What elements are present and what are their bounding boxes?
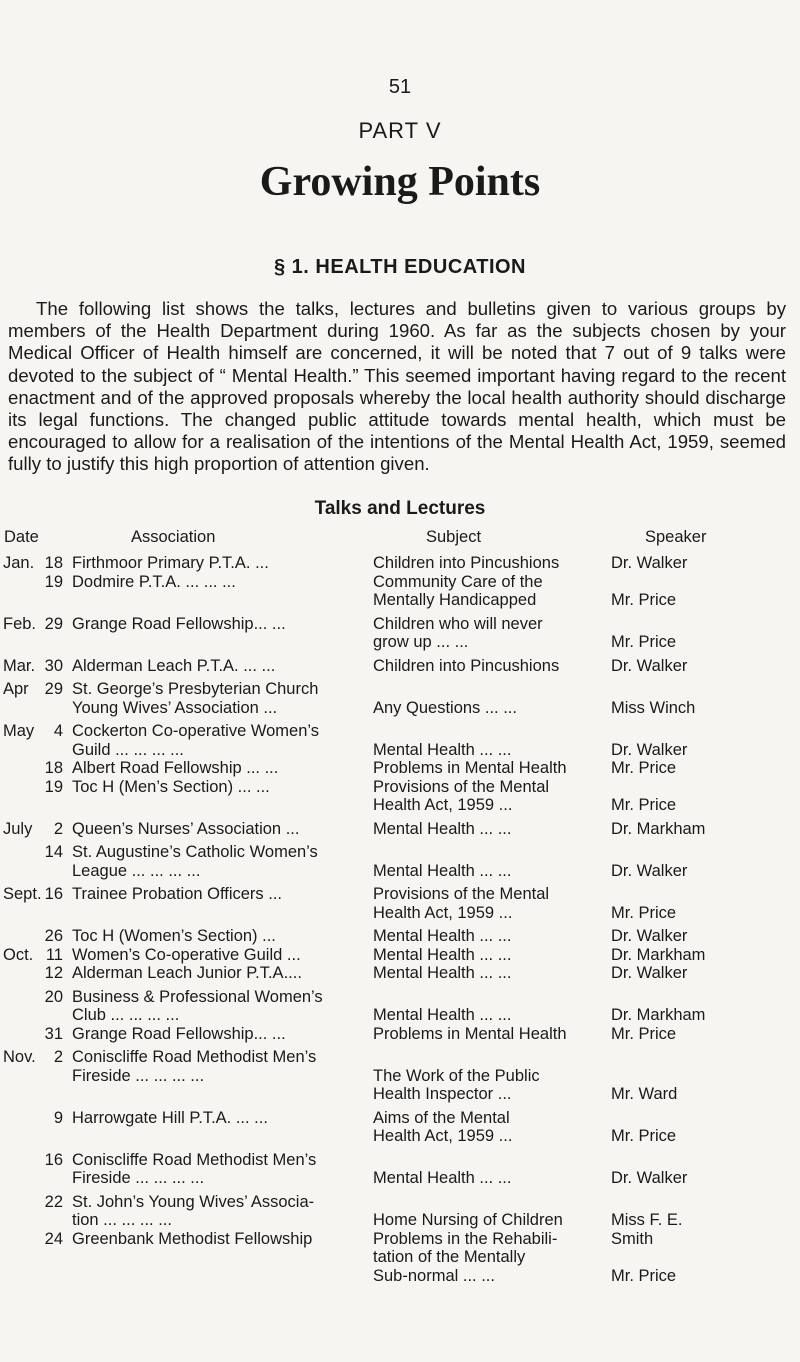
row-speaker-line: Mr. Price xyxy=(611,591,677,609)
row-association-line: St. George’s Presbyterian Church xyxy=(72,680,319,698)
row-association-line: Harrowgate Hill P.T.A. ... ... xyxy=(72,1108,268,1127)
row-speaker-line: Miss F. E. xyxy=(611,1211,683,1229)
row-association-line: Firthmoor Primary P.T.A. ... xyxy=(72,554,269,572)
row-subject xyxy=(373,759,605,778)
header-subject: Subject xyxy=(426,528,482,546)
row-speaker-line: Dr. Walker xyxy=(611,554,688,572)
row-association-line: Fireside ... ... ... ... xyxy=(72,1169,205,1187)
row-association xyxy=(72,927,367,946)
row-speaker-line xyxy=(611,1067,793,1086)
row-association xyxy=(72,1048,367,1085)
row-subject xyxy=(373,1025,605,1044)
row-speaker-line: Dr. Walker xyxy=(611,1169,688,1187)
row-speaker xyxy=(611,820,793,839)
row-subject-line: Mental Health ... ... xyxy=(373,945,512,964)
row-association xyxy=(72,615,367,634)
row-association-line: Albert Road Fellowship ... ... xyxy=(72,759,279,777)
row-speaker-line xyxy=(611,988,793,1007)
row-speaker-line xyxy=(611,778,793,797)
row-association-line: Coniscliffe Road Methodist Men’s xyxy=(72,1150,317,1169)
row-speaker-line: Mr. Ward xyxy=(611,1085,678,1103)
row-day: 29 xyxy=(44,680,63,698)
row-speaker xyxy=(611,680,793,717)
row-speaker-line xyxy=(611,615,793,634)
row-month: Jan. xyxy=(3,554,35,572)
row-subject-line: Mental Health ... ... xyxy=(373,927,512,945)
row-association xyxy=(72,657,367,676)
row-subject-line xyxy=(373,843,605,862)
row-subject-line: Provisions of the Mental xyxy=(373,885,550,903)
row-association xyxy=(72,964,367,983)
row-subject xyxy=(373,1048,605,1104)
row-association xyxy=(72,885,367,904)
row-subject-line: Health Act, 1959 ... xyxy=(373,1127,513,1145)
row-subject-line xyxy=(373,680,605,699)
table-title: Talks and Lectures xyxy=(314,498,486,519)
row-day: 18 xyxy=(44,759,63,777)
row-speaker xyxy=(611,927,793,946)
row-speaker-line: Dr. Markham xyxy=(611,945,706,964)
row-month: Nov. xyxy=(3,1048,36,1066)
row-association xyxy=(72,820,367,839)
row-association-line: Club ... ... ... ... xyxy=(72,1006,180,1024)
row-subject-line: Problems in the Rehabili- xyxy=(373,1229,558,1248)
row-subject-line: Mental Health ... ... xyxy=(373,1006,512,1024)
row-subject-line: grow up ... ... xyxy=(373,633,469,651)
row-subject-line: Aims of the Mental xyxy=(373,1108,510,1127)
row-month: Feb. xyxy=(3,614,37,633)
row-subject-line: Provisions of the Mental xyxy=(373,777,550,796)
row-day: 29 xyxy=(44,614,63,633)
row-subject-line xyxy=(373,1048,605,1067)
section-heading: § 1. HEALTH EDUCATION xyxy=(274,256,526,278)
row-subject xyxy=(373,964,605,983)
row-day: 4 xyxy=(53,722,63,740)
row-speaker-line: Dr. Walker xyxy=(611,861,688,880)
part-heading: PART V xyxy=(358,118,442,143)
row-subject-line: Problems in Mental Health xyxy=(373,759,567,777)
page-number: 51 xyxy=(388,76,412,98)
row-subject-line: Children into Pincushions xyxy=(373,554,560,572)
page-title: Growing Points xyxy=(259,159,541,205)
row-subject xyxy=(373,1151,605,1188)
row-speaker xyxy=(611,1151,793,1188)
row-day: 26 xyxy=(44,927,63,945)
row-subject-line: The Work of the Public xyxy=(373,1066,540,1085)
row-association-line: Young Wives’ Association ... xyxy=(72,698,278,717)
row-subject-line: Mental Health ... ... xyxy=(373,819,512,838)
row-association-line: Coniscliffe Road Methodist Men’s xyxy=(72,1048,317,1066)
row-speaker xyxy=(611,843,793,880)
row-subject-line: Any Questions ... ... xyxy=(373,698,517,717)
row-association xyxy=(72,722,367,759)
row-subject-line xyxy=(373,988,605,1007)
row-day: 2 xyxy=(53,1048,63,1066)
row-subject-line: Mental Health ... ... xyxy=(373,861,512,880)
row-association-line: Greenbank Methodist Fellowship xyxy=(72,1229,313,1248)
row-association xyxy=(72,988,367,1025)
row-association-line: Women’s Co-operative Guild ... xyxy=(72,945,301,964)
row-association xyxy=(72,1025,367,1044)
row-association-line: Toc H (Men’s Section) ... ... xyxy=(72,777,270,796)
row-day: 9 xyxy=(53,1108,63,1127)
row-speaker-line: Miss Winch xyxy=(611,698,696,717)
row-speaker-line: Dr. Walker xyxy=(611,964,688,982)
row-day: 19 xyxy=(44,777,63,796)
row-month: Apr xyxy=(3,680,29,698)
row-association-line: Alderman Leach P.T.A. ... ... xyxy=(72,656,276,675)
row-association xyxy=(72,1109,367,1128)
row-association xyxy=(72,778,367,797)
row-association xyxy=(72,573,367,592)
row-day: 11 xyxy=(45,945,63,964)
row-subject xyxy=(373,820,605,839)
row-speaker-line xyxy=(611,1248,793,1267)
row-speaker xyxy=(611,657,793,676)
row-subject-line: Sub-normal ... ... xyxy=(373,1266,495,1285)
row-speaker xyxy=(611,1048,793,1104)
row-speaker-line: Dr. Walker xyxy=(611,927,688,945)
row-association-line: Queen’s Nurses’ Association ... xyxy=(72,819,300,838)
row-speaker-line xyxy=(611,843,793,862)
row-subject-line: Community Care of the xyxy=(373,572,543,591)
row-month: July xyxy=(3,819,33,838)
row-association-line: St. Augustine’s Catholic Women’s xyxy=(72,843,318,861)
row-association-line: Cockerton Co-operative Women’s xyxy=(72,722,320,740)
row-subject-line: Mentally Handicapped xyxy=(373,591,537,609)
row-speaker-line: Dr. Markham xyxy=(611,1006,706,1024)
row-subject xyxy=(373,680,605,717)
row-speaker-line: Mr. Price xyxy=(611,633,677,651)
row-subject xyxy=(373,778,605,815)
row-association-line: League ... ... ... ... xyxy=(72,861,201,880)
row-speaker-line: Mr. Price xyxy=(611,1127,677,1145)
row-speaker xyxy=(611,554,793,573)
row-subject xyxy=(373,554,605,573)
row-speaker xyxy=(611,759,793,778)
row-speaker xyxy=(611,615,793,652)
row-day: 2 xyxy=(53,819,63,838)
row-subject-line: Children who will never xyxy=(373,614,543,633)
row-association-line: Guild ... ... ... ... xyxy=(72,740,184,759)
row-day: 19 xyxy=(44,572,63,591)
row-day: 18 xyxy=(44,554,63,572)
row-subject xyxy=(373,988,605,1025)
row-subject-line: Mental Health ... ... xyxy=(373,1169,512,1187)
row-month: Mar. xyxy=(3,656,36,675)
row-speaker xyxy=(611,722,793,759)
row-day: 22 xyxy=(44,1192,63,1211)
row-speaker-line: Mr. Price xyxy=(611,1024,677,1043)
row-subject xyxy=(373,927,605,946)
row-subject-line: Mental Health ... ... xyxy=(373,740,512,759)
row-speaker-line xyxy=(611,722,793,741)
row-speaker-line xyxy=(611,680,793,699)
row-association-line: tion ... ... ... ... xyxy=(72,1211,172,1229)
row-day: 30 xyxy=(44,656,63,675)
row-subject xyxy=(373,573,605,610)
row-day: 16 xyxy=(44,1150,63,1169)
row-speaker-line xyxy=(611,1151,793,1170)
row-speaker xyxy=(611,946,793,965)
row-subject-line: Health Act, 1959 ... xyxy=(373,796,513,814)
row-speaker xyxy=(611,988,793,1025)
row-speaker xyxy=(611,1230,793,1286)
row-subject xyxy=(373,1109,605,1146)
row-association xyxy=(72,946,367,965)
row-subject xyxy=(373,946,605,965)
row-subject xyxy=(373,843,605,880)
row-speaker-line xyxy=(611,1109,793,1128)
row-subject xyxy=(373,657,605,676)
row-day: 31 xyxy=(44,1024,63,1043)
row-association xyxy=(72,680,367,717)
row-speaker-line: Mr. Price xyxy=(611,759,677,777)
row-speaker-line xyxy=(611,885,793,904)
row-subject-line xyxy=(373,1151,605,1170)
row-association-line: Trainee Probation Officers ... xyxy=(72,885,283,903)
row-association xyxy=(72,554,367,573)
row-subject xyxy=(373,722,605,759)
header-association: Association xyxy=(131,528,216,546)
row-association-line: Toc H (Women’s Section) ... xyxy=(72,927,276,945)
header-date: Date xyxy=(4,528,39,546)
row-speaker-line xyxy=(611,1048,793,1067)
row-speaker-line: Dr. Markham xyxy=(611,819,706,838)
row-subject-line xyxy=(373,1193,605,1212)
row-subject-line: Health Act, 1959 ... xyxy=(373,903,513,922)
row-speaker xyxy=(611,964,793,983)
row-speaker xyxy=(611,1109,793,1146)
row-speaker xyxy=(611,778,793,815)
row-subject xyxy=(373,1230,605,1286)
row-speaker-line xyxy=(611,573,793,592)
row-subject-line: Home Nursing of Children xyxy=(373,1211,563,1229)
row-speaker-line: Mr. Price xyxy=(611,796,677,814)
row-speaker xyxy=(611,885,793,922)
header-speaker: Speaker xyxy=(645,528,707,546)
row-speaker-line: Smith xyxy=(611,1229,654,1248)
row-speaker-line: Dr. Walker xyxy=(611,740,688,759)
row-speaker-line: Mr. Price xyxy=(611,1266,677,1285)
row-association-line: St. John’s Young Wives’ Associa- xyxy=(72,1192,315,1211)
row-day: 14 xyxy=(44,843,63,861)
row-speaker-line: Mr. Price xyxy=(611,903,677,922)
row-month: May xyxy=(3,722,35,740)
row-day: 24 xyxy=(44,1229,63,1248)
row-association-line: Grange Road Fellowship... ... xyxy=(72,614,286,633)
row-association xyxy=(72,1151,367,1188)
row-speaker xyxy=(611,1025,793,1044)
row-subject xyxy=(373,885,605,922)
row-association xyxy=(72,1193,367,1230)
row-speaker xyxy=(611,1193,793,1230)
row-day: 20 xyxy=(44,987,63,1006)
row-subject xyxy=(373,1193,605,1230)
row-subject-line: tation of the Mentally xyxy=(373,1248,526,1266)
row-association xyxy=(72,843,367,880)
intro-paragraph: The following list shows the talks, lectures and bulletins given to various groups by members of the Health Department during 1960. As far as the subjects chosen by your Medical Officer of Health himself are concerned, it will be noted that 7 out of 9 talks were devoted to the subject of “ Mental Health.” This seemed important having regard to the recent enactment and of the approved proposals whereby the local health authority should discharge its legal functions. The changed public attitude towards mental health, which must be encouraged to allow for a realisation of the intentions of the Mental Health Act, 1959, seemed fully to justify this high proportion of attention given. xyxy=(8,298,786,475)
row-subject-line: Mental Health ... ... xyxy=(373,964,512,982)
row-subject-line: Health Inspector ... xyxy=(373,1085,512,1103)
row-subject-line: Problems in Mental Health xyxy=(373,1024,567,1043)
row-subject xyxy=(373,615,605,652)
row-day: 16 xyxy=(44,885,63,903)
row-association-line: Alderman Leach Junior P.T.A.... xyxy=(72,964,302,982)
row-association-line: Fireside ... ... ... ... xyxy=(72,1066,205,1085)
row-association-line: Dodmire P.T.A. ... ... ... xyxy=(72,572,236,591)
row-subject-line xyxy=(373,722,605,741)
row-month: Sept. xyxy=(3,885,42,903)
row-day: 12 xyxy=(44,964,63,982)
row-month: Oct. xyxy=(3,945,34,964)
row-association-line: Business & Professional Women’s xyxy=(72,987,323,1006)
row-speaker-line: Dr. Walker xyxy=(611,656,688,675)
row-speaker xyxy=(611,573,793,610)
row-association xyxy=(72,759,367,778)
row-speaker-line xyxy=(611,1193,793,1212)
row-association-line: Grange Road Fellowship... ... xyxy=(72,1024,286,1043)
row-subject-line: Children into Pincushions xyxy=(373,656,560,675)
row-association xyxy=(72,1230,367,1249)
